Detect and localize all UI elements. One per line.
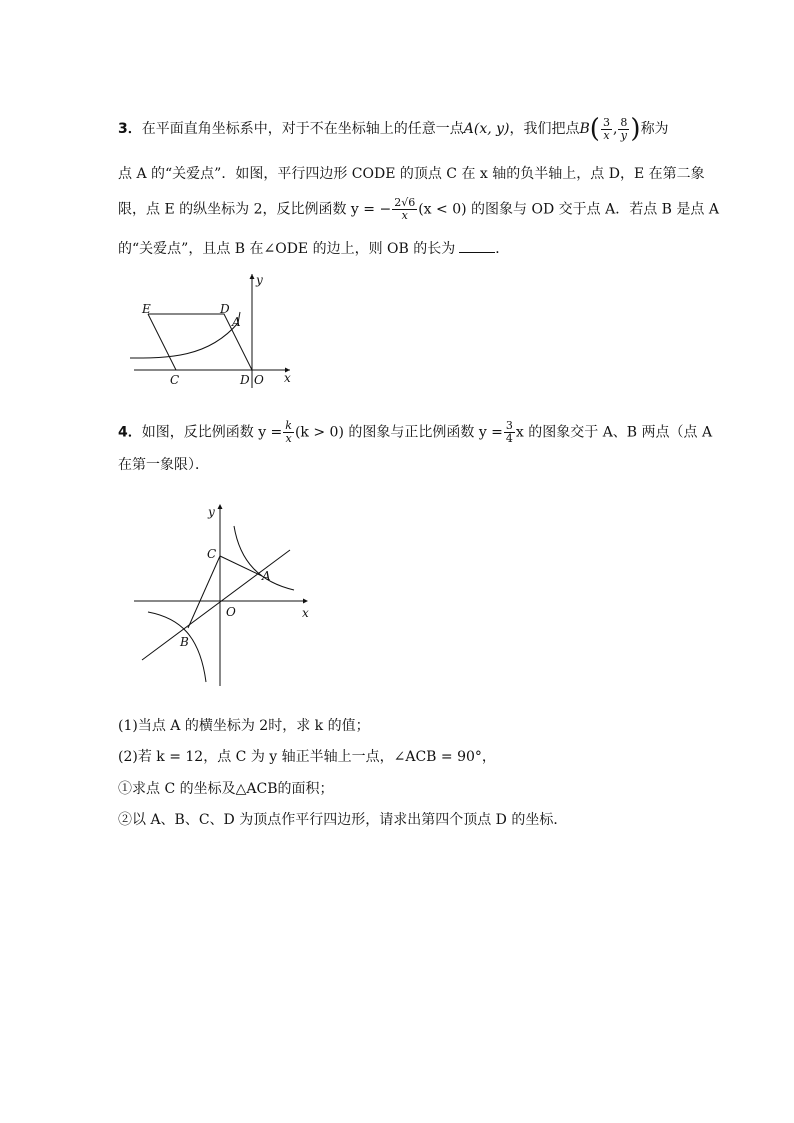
- q3-label-E: E: [142, 302, 151, 316]
- q3-figure: [128, 268, 298, 390]
- q4-part-2-i: ①求点 C 的坐标及△ACB的面积；: [118, 781, 334, 797]
- q3-label-D-top: D: [220, 302, 230, 316]
- q3-label-D-bottom: D: [240, 373, 250, 387]
- q4-line-2: 在第一象限）．: [118, 457, 209, 473]
- q4-label-C: C: [207, 547, 217, 561]
- q3-paren-left: (: [589, 114, 600, 144]
- q3-label-x: x: [284, 371, 291, 385]
- q3-line1-text-a: 在平面直角坐标系中，对于不在坐标轴上的任意一点: [141, 121, 464, 137]
- q4-part-2: (2)若 k = 12，点 C 为 y 轴正半轴上一点，∠ACB = 90°，: [118, 749, 496, 765]
- q3-paren-right: ): [630, 114, 641, 144]
- q4-label-A: A: [262, 569, 271, 583]
- q4-hyperbola-q3: [148, 612, 206, 682]
- q3-line3-text-a: 限，点 E 的纵坐标为 2，反比例函数 y = −: [118, 201, 392, 218]
- q3-line-4: 的“关爱点”，且点 B 在∠ODE 的边上，则 OB 的长为 ．: [118, 238, 509, 259]
- q3-line4-text: 的“关爱点”，且点 B 在∠ODE 的边上，则 OB 的长为: [118, 241, 456, 257]
- q4-segment-CB: [188, 556, 220, 628]
- q3-label-C: C: [170, 373, 180, 387]
- q4-line1-text-b: (k > 0) 的图象与正比例函数 y =: [294, 424, 503, 441]
- q4-label-y: y: [208, 505, 215, 519]
- q3-hyperbola: [130, 312, 240, 358]
- q4-label-O: O: [226, 605, 236, 619]
- q3-number: 3．: [118, 121, 142, 137]
- q3-line1-text-c: 称为: [640, 121, 669, 137]
- q3-label-O: O: [254, 373, 264, 387]
- q3-line3-text-b: (x < 0) 的图象与 OD 交于点 A．若点 B 是点 A: [418, 201, 719, 218]
- q3-point-b: B: [579, 121, 590, 137]
- q4-figure: [128, 500, 318, 690]
- q4-label-x: x: [302, 606, 309, 620]
- q4-line1-text-c: x 的图象交于 A、B 两点（点 A: [515, 424, 713, 441]
- q4-line-y-3-4x: [142, 550, 290, 660]
- q4-number: 4．: [118, 424, 142, 441]
- q3-line-2: 点 A 的“关爱点”．如图，平行四边形 CODE 的顶点 C 在 x 轴的负半轴上，点 D，E 在第二象: [118, 166, 705, 182]
- q3-line1-text-b: ，我们把点: [509, 121, 580, 137]
- q3-point-a: A(x, y): [463, 121, 510, 137]
- q3-frac-8y: $\frac{8}{y}$: [620, 115, 628, 142]
- q4-part-2-ii: ②以 A、B、C、D 为顶点作平行四边形，请求出第四个顶点 D 的坐标．: [118, 812, 568, 828]
- q3-line-1: 3．在平面直角坐标系中，对于不在坐标轴上的任意一点A(x, y)，我们把点B( $\frac{3}{x}$ , $\frac{8}{y}$ )称为: [118, 114, 669, 144]
- q3-line-3: [118, 197, 719, 222]
- q3-label-A: A: [232, 315, 241, 329]
- q3-frac-3x: $\frac{3}{x}$: [602, 115, 610, 142]
- q3-label-y: y: [256, 273, 263, 287]
- q4-segment-CA: [220, 556, 262, 576]
- q4-line1-text-a: 如图，反比例函数 y =: [141, 424, 283, 441]
- q4-part-1: (1)当点 A 的横坐标为 2时，求 k 的值；: [118, 718, 370, 734]
- q4-line-1: [118, 420, 712, 445]
- q3-answer-blank[interactable]: [459, 238, 495, 253]
- q4-label-B: B: [180, 635, 189, 649]
- q3-frac-2sqrt6: $\frac{2√6}{x}$: [394, 196, 416, 222]
- q4-frac-3-4: $\frac{3}{4}$: [505, 419, 513, 445]
- q4-frac-kx: $\frac{k}{x}$: [285, 419, 292, 445]
